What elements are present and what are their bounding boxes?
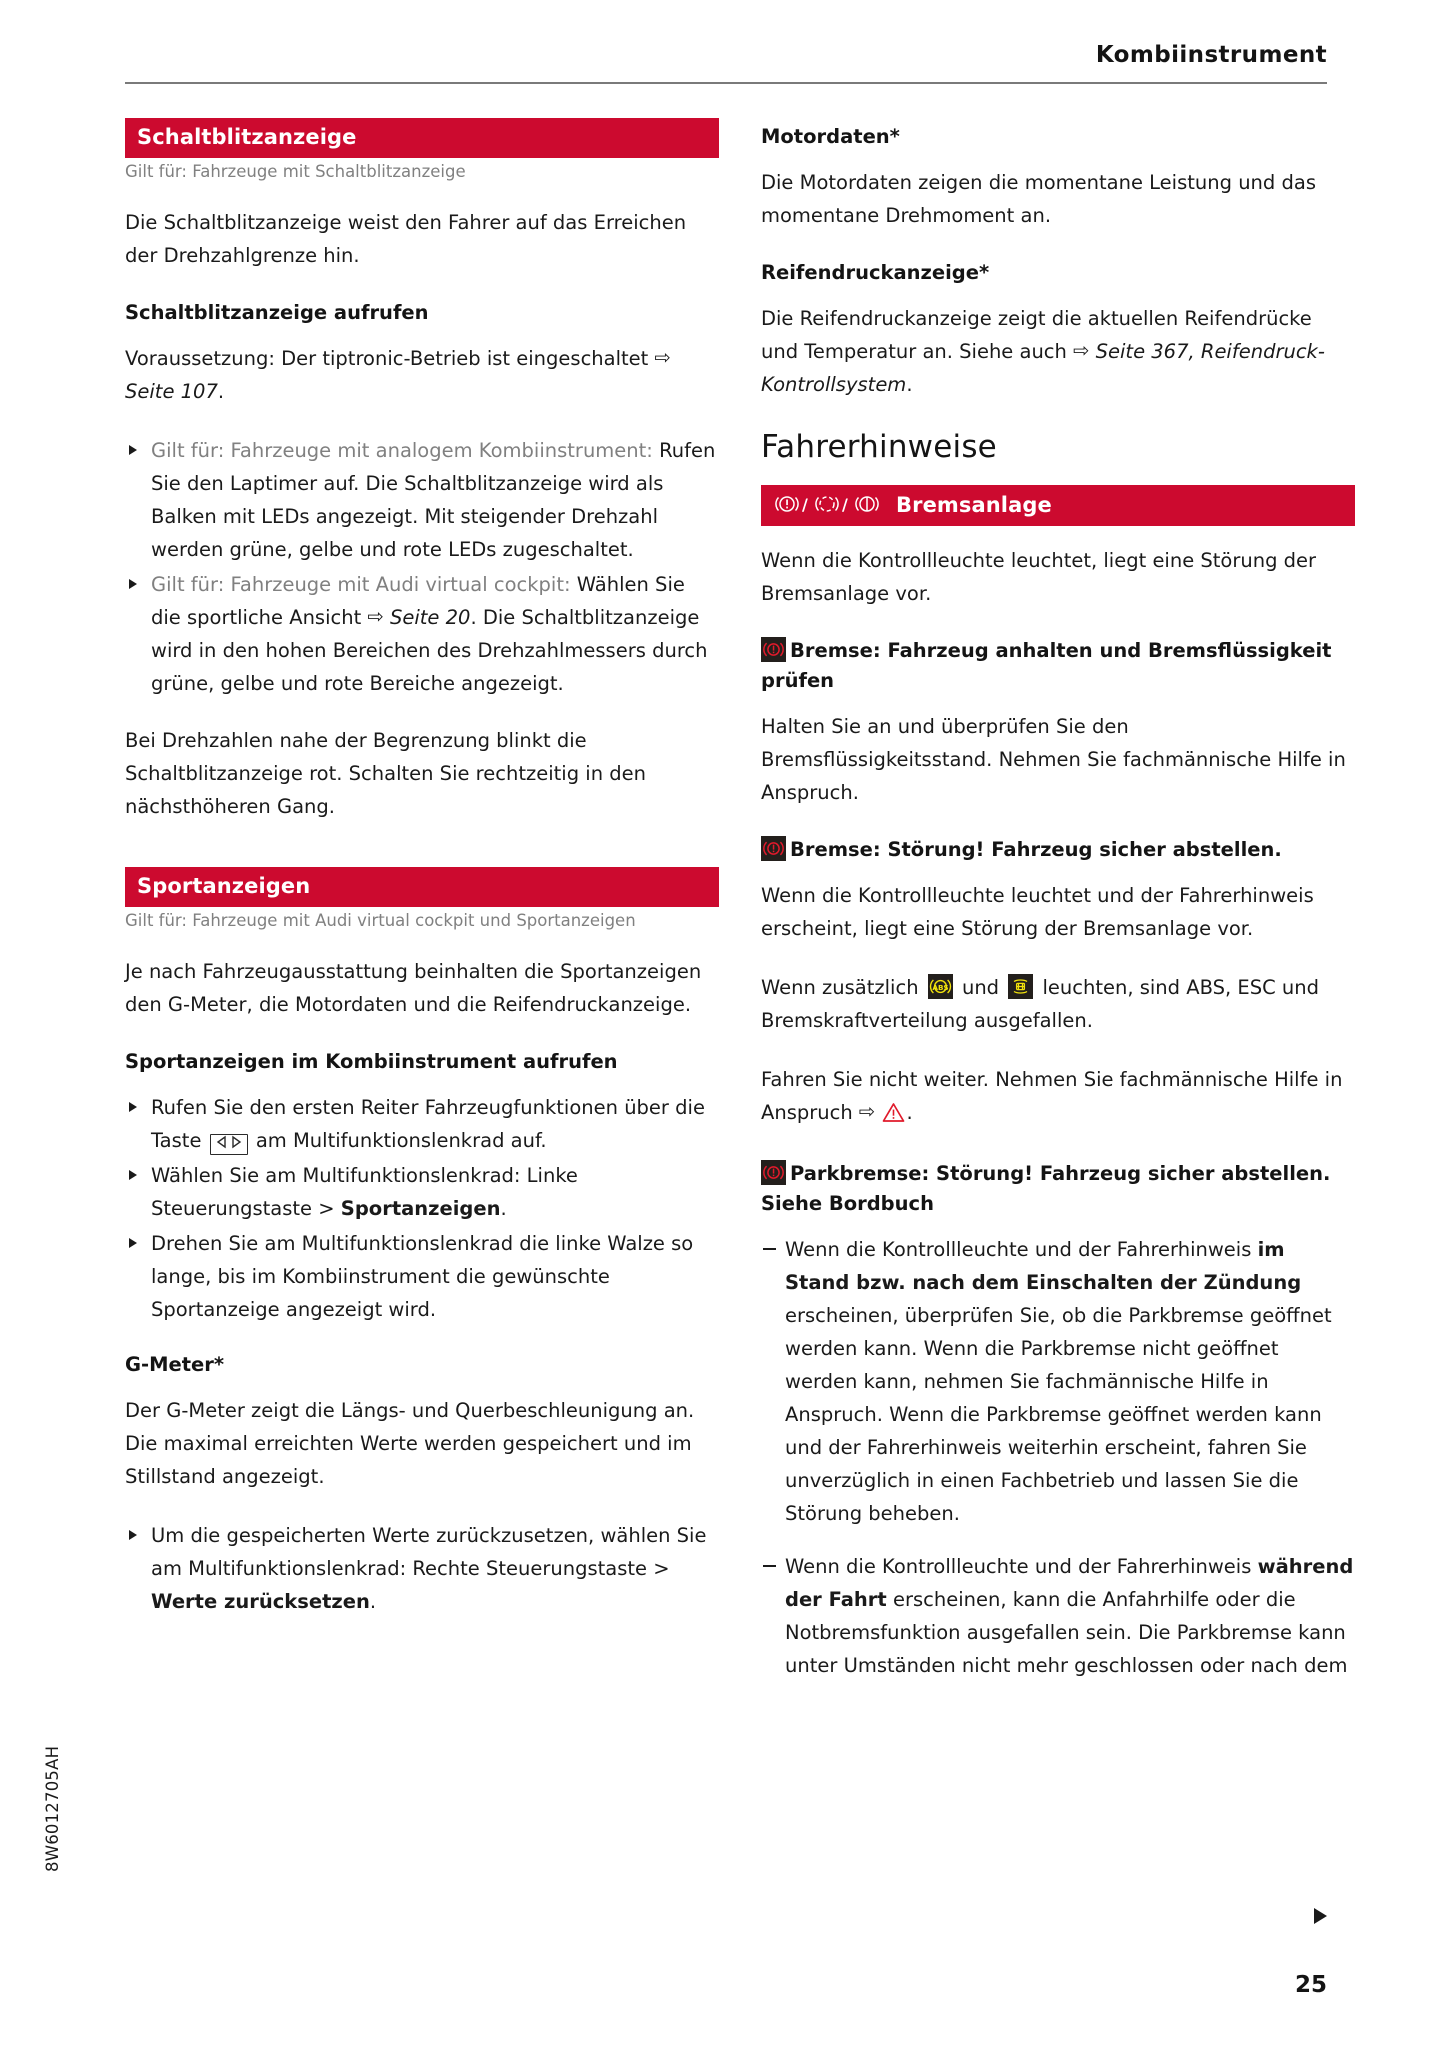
list-item-text-post: . Die Schaltblitzanzeige wird in den hohen Bereichen des Drehzahlmessers durch grüne, gelbe und rote Bereiche angezeigt. xyxy=(151,606,708,695)
list-item xyxy=(761,1550,1355,1682)
list-item xyxy=(125,1519,719,1618)
header-divider xyxy=(125,82,1327,84)
brake-warning-icon xyxy=(761,836,786,861)
svg-text:ABS: ABS xyxy=(932,983,949,992)
list-item-text-post: am Multifunktionslenkrad auf. xyxy=(249,1129,547,1152)
applies-to-note: Gilt für: Fahrzeuge mit Schaltblitzanzeige xyxy=(125,162,466,181)
subheading-text: Bremse: Störung! Fahrzeug sicher abstellen. xyxy=(790,838,1282,861)
reference-arrow-icon: ⇨ xyxy=(858,1100,882,1123)
reference-arrow-icon: ⇨ xyxy=(654,346,678,369)
reference-arrow-icon: ⇨ xyxy=(367,605,390,628)
page-reference-link[interactable]: Seite 20 xyxy=(389,606,471,629)
triangle-bullet-icon xyxy=(129,1238,137,1248)
list-item xyxy=(761,1233,1355,1530)
subheading-sportanzeigen-aufrufen: Sportanzeigen im Kombiinstrument aufrufen xyxy=(125,1050,618,1073)
paragraph-voraussetzung xyxy=(125,342,719,408)
subheading-text: Bremse: Fahrzeug anhalten und Bremsflüssigkeit prüfen xyxy=(761,639,1332,692)
page-columns xyxy=(125,118,1354,1930)
subheading-motordaten: Motordaten* xyxy=(761,125,900,148)
paragraph-bremsfluessigkeit: Halten Sie an und überprüfen Sie den Bremsflüssigkeitsstand. Nehmen Sie fachmännische Hilfe in Anspruch. xyxy=(761,715,1346,804)
reference-arrow-icon: ⇨ xyxy=(1073,339,1096,362)
list-item-text-post: . xyxy=(369,1590,377,1613)
left-column xyxy=(125,118,719,1642)
page-number: 25 xyxy=(1294,1972,1327,1998)
paragraph-reifendruckanzeige xyxy=(761,302,1355,401)
paragraph-schaltblitz-intro: Die Schaltblitzanzeige weist den Fahrer auf das Erreichen der Drehzahlgrenze hin. xyxy=(125,211,687,267)
right-column xyxy=(761,118,1355,1706)
band-label: Bremsanlage xyxy=(896,493,1052,517)
list-item xyxy=(125,1159,719,1225)
triangle-bullet-icon xyxy=(129,1530,137,1540)
brake-warning-icon xyxy=(761,1160,786,1185)
band-label: Sportanzeigen xyxy=(137,874,311,898)
document-code: 8W6012705AH xyxy=(43,1745,62,1872)
paragraph-sportanzeigen-intro: Je nach Fahrzeugausstattung beinhalten die Sportanzeigen den G-Meter, die Motordaten und die Reifendruckanzeige. xyxy=(125,960,702,1016)
section-band-bremsanlage xyxy=(761,485,1355,526)
abs-warning-icon xyxy=(928,974,953,999)
dash-bullet-icon xyxy=(763,1248,776,1250)
warning-triangle-icon xyxy=(882,1100,905,1133)
svg-text:/: / xyxy=(802,495,808,514)
subheading-g-meter: G-Meter* xyxy=(125,1353,225,1376)
esc-warning-icon xyxy=(1008,974,1033,999)
triangle-bullet-icon xyxy=(129,1170,137,1180)
subheading-bremse-stoerung xyxy=(761,835,1355,865)
list-item xyxy=(125,434,719,566)
paragraph-kontrollleuchte: Wenn die Kontrollleuchte leuchtet, liegt eine Störung der Bremsanlage vor. xyxy=(761,549,1317,605)
subheading-reifendruckanzeige: Reifendruckanzeige* xyxy=(761,261,990,284)
subheading-text: Parkbremse: Störung! Fahrzeug sicher abstellen. Siehe Bordbuch xyxy=(761,1162,1331,1215)
continuation-arrow-icon xyxy=(1314,1908,1327,1924)
list-item-text-pre: Wählen Sie am Multifunktionslenkrad: Linke Steuerungstaste > xyxy=(151,1164,578,1220)
subheading-bremse-anhalten xyxy=(761,636,1355,696)
page-reference-link[interactable]: Seite 367, Reifendruck-Kontrollsystem xyxy=(761,340,1325,396)
band-label: Schaltblitzanzeige xyxy=(137,125,357,149)
list-item-text-pre: Wählen Sie die sportliche Ansicht xyxy=(151,573,685,629)
text-post: . xyxy=(906,1101,913,1124)
list-item xyxy=(125,568,719,700)
reifendruck-text: Die Reifendruckanzeige zeigt die aktuellen Reifendrücke und Temperatur an. Siehe auch xyxy=(761,307,1312,363)
paragraph-abs-esc xyxy=(761,971,1355,1037)
period: . xyxy=(217,380,225,403)
list-item-text-pre: Wenn die Kontrollleuchte und der Fahrerhinweis xyxy=(785,1238,1258,1261)
voraussetzung-text: Voraussetzung: Der tiptronic-Betrieb ist eingeschaltet xyxy=(125,347,655,370)
page-reference-link[interactable]: Seite 107 xyxy=(125,380,218,403)
list-item-text-post: erscheinen, überprüfen Sie, ob die Parkbremse geöffnet werden kann. Wenn die Parkbremse nicht geöffnet werden kann, nehmen Sie fachmännische Hilfe in Anspruch. Wenn die Parkbremse geöffnet werden kann und der Fahrerhinweis weiterhin erscheint, fahren Sie unverzüglich in einen Fachbetrieb und lassen Sie die Störung beheben. xyxy=(785,1304,1332,1525)
paragraph-g-meter: Der G-Meter zeigt die Längs- und Querbeschleunigung an. Die maximal erreichten Werte werden gespeichert und im Stillstand angezeigt. xyxy=(125,1399,695,1488)
menu-path-bold: Werte zurücksetzen xyxy=(151,1590,370,1613)
menu-path-bold: Sportanzeigen xyxy=(340,1197,501,1220)
dash-list-parkbremse xyxy=(761,1233,1355,1682)
list-item-text-pre: Wenn die Kontrollleuchte und der Fahrerhinweis xyxy=(785,1555,1258,1578)
subheading-parkbremse-stoerung xyxy=(761,1159,1355,1219)
section-band-sportanzeigen xyxy=(125,867,719,907)
list-item-text-post: erscheinen, kann die Anfahrhilfe oder die Notbremsfunktion ausgefallen sein. Die Parkbremse kann unter Umständen nicht mehr geschlossen oder nach dem xyxy=(785,1588,1348,1677)
brake-system-warning-icons xyxy=(773,492,891,516)
list-item-text-pre: Um die gespeicherten Werte zurückzusetzen, wählen Sie am Multifunktionslenkrad: Rechte Steuerungstaste > xyxy=(151,1524,707,1580)
svg-text:/: / xyxy=(842,495,848,514)
paragraph-drehzahlen-blinkt: Bei Drehzahlen nahe der Begrenzung blinkt die Schaltblitzanzeige rot. Schalten Sie rechtzeitig in den nächsthöheren Gang. xyxy=(125,729,646,818)
bullet-list-schaltblitz-variants xyxy=(125,434,719,700)
triangle-bullet-icon xyxy=(129,579,137,589)
applies-prefix: Gilt für: Fahrzeuge mit Audi virtual cockpit: xyxy=(151,573,571,596)
paragraph-stoerung-bremsanlage: Wenn die Kontrollleuchte leuchtet und der Fahrerhinweis erscheint, liegt eine Störung der Bremsanlage vor. xyxy=(761,884,1314,940)
left-right-rocker-button-icon xyxy=(210,1134,248,1155)
triangle-bullet-icon xyxy=(129,1102,137,1112)
text-pre: Fahren Sie nicht weiter. Nehmen Sie fachmännische Hilfe in Anspruch xyxy=(761,1068,1343,1124)
text-post: leuchten, sind ABS, ESC und Bremskraftverteilung ausgefallen. xyxy=(761,976,1319,1032)
paragraph-motordaten: Die Motordaten zeigen die momentane Leistung und das momentane Drehmoment an. xyxy=(761,171,1316,227)
dash-bullet-icon xyxy=(763,1565,776,1567)
text-pre: Wenn zusätzlich xyxy=(761,976,925,999)
triangle-bullet-icon xyxy=(129,445,137,455)
page-header xyxy=(125,40,1327,82)
page-title: Kombiinstrument xyxy=(1095,42,1327,68)
list-item-text-post: . xyxy=(500,1197,507,1220)
section-heading-fahrerhinweise: Fahrerhinweise xyxy=(761,429,997,465)
list-item-text-pre: Rufen Sie den ersten Reiter Fahrzeugfunktionen über die Taste xyxy=(151,1096,705,1152)
list-item xyxy=(125,1227,719,1326)
list-item-text: Rufen Sie den Laptimer auf. Die Schaltblitzanzeige wird als Balken mit LEDs angezeigt. Mit steigender Drehzahl werden grüne, gelbe und rote LEDs zugeschaltet. xyxy=(151,439,716,561)
brake-warning-icon xyxy=(761,637,786,662)
emphasis-bold: während der Fahrt xyxy=(785,1555,1354,1611)
list-item xyxy=(125,1091,719,1157)
paragraph-fahren-sie-nicht-weiter xyxy=(761,1063,1355,1133)
applies-prefix: Gilt für: Fahrzeuge mit analogem Kombiinstrument: xyxy=(151,439,653,462)
list-item-text: Drehen Sie am Multifunktionslenkrad die linke Walze so lange, bis im Kombiinstrument die gewünschte Sportanzeige angezeigt wird. xyxy=(151,1232,694,1321)
bullet-list-g-meter-reset xyxy=(125,1519,719,1618)
subheading-schaltblitzanzeige-aufrufen: Schaltblitzanzeige aufrufen xyxy=(125,301,429,324)
applies-to-note: Gilt für: Fahrzeuge mit Audi virtual cockpit und Sportanzeigen xyxy=(125,911,636,930)
emphasis-bold: im Stand bzw. nach dem Einschalten der Zündung xyxy=(785,1238,1302,1294)
period: . xyxy=(906,373,913,396)
section-band-schaltblitzanzeige xyxy=(125,118,719,158)
bullet-list-sportanzeigen-steps xyxy=(125,1091,719,1326)
text-mid: und xyxy=(955,976,1006,999)
